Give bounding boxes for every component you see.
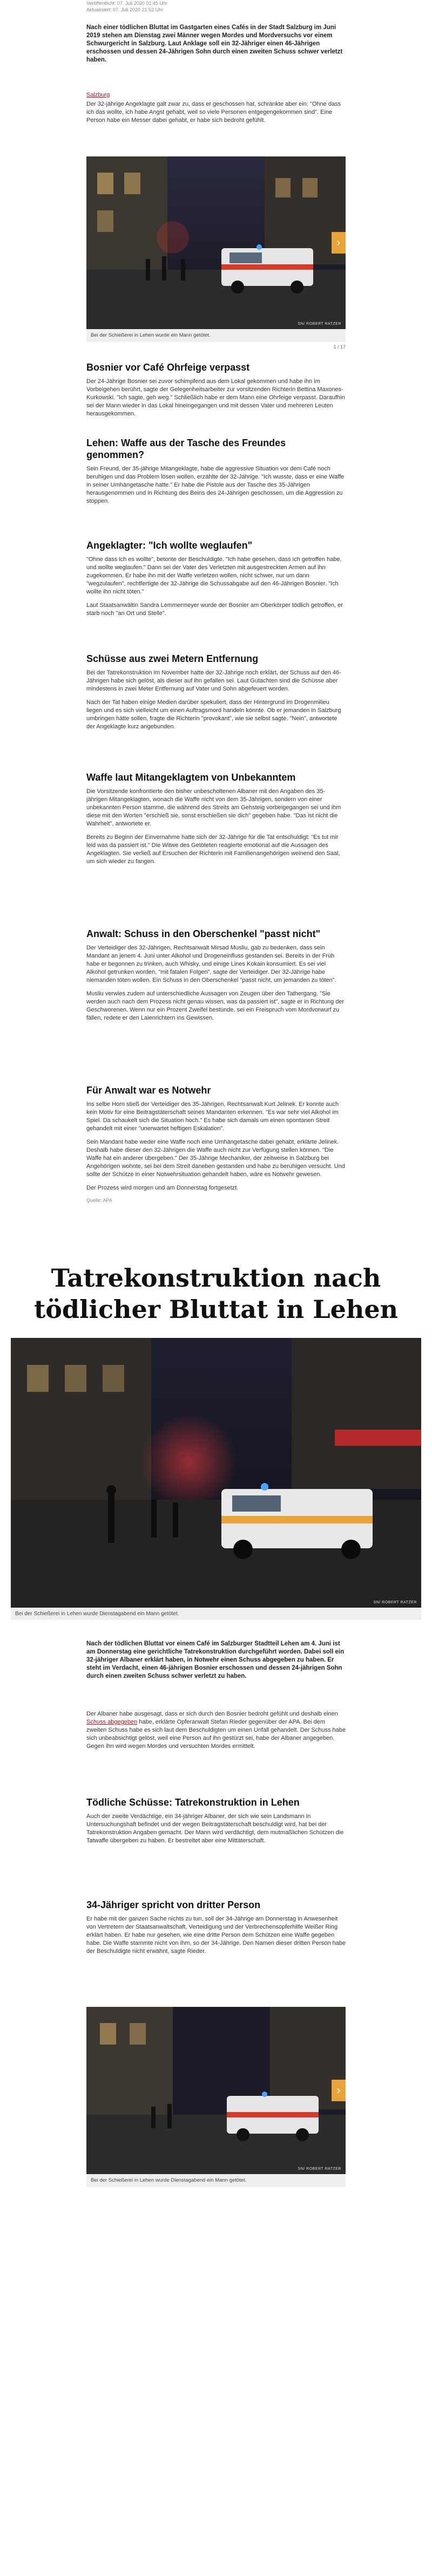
lead-paragraph: Nach der tödlichen Bluttat vor einem Café im Salzburger Stadtteil Lehen am 4. Juni ist am Donnerstag eine gerichtliche Tatrekonstruktion durchgeführt worden. Dabei soll ein 32-jähriger Albaner erklärt haben, in Notwehr einen Schuss abgegeben zu haben. Er steht im Verdacht, einen 46-jährigen Bosnier erschossen und dessen 24-jährigen Sohn durch einen zweiten Schuss schwer verletzt zu haben.: [86, 1641, 345, 1679]
section-paragraph: Sein Mandant habe weder eine Waffe noch eine Umhängetasche dabei gehabt, erklärte Jelinek. Deshalb habe dieser den 32-Jährigen die Waffe auch nicht zur Verfügung stellen können. "Die Waffe hat ein anderer übergeben." Der 35-Jährige Mechaniker, der zeitweise in Salzburg bei Angehörigen wohnte, sei bei dem Streit daneben gestanden und habe zu beruhigen versucht. Und sollte der Schütze in einer Notwehrsituation gehandelt haben, wäre es Notwehr gewesen.: [86, 1139, 345, 1178]
street-scene-illustration-2: [86, 2007, 346, 2174]
chevron-right-icon[interactable]: ›: [332, 232, 346, 254]
night-scene-illustration: [11, 1338, 421, 1608]
section-1: [86, 437, 346, 511]
section-paragraph: Nach der Tat haben einige Medien darüber spekuliert, dass der Hintergrund im Drogenmilieu liegen und es sich vielleicht um einen Auftragsmord handeln könnte. Ob er jemanden in Salzburg umbringen hätte sollen, fragte die Richterin "provokant", wie sie selbst sagte. "Nein", antwortete der Angeklagte kurz angebunden.: [86, 699, 341, 730]
section-0: [86, 361, 346, 423]
photo-caption: Bei der Schießerei in Lehen wurde Dienstagabend ein Mann getötet.: [86, 2174, 346, 2187]
section-paragraph: Ins selbe Horn stieß der Verteidiger des 35-Jährigen, Rechtsanwalt Kurt Jelinek. Er konnte auch kein Motiv für eine Beitragstäterschaft seines Mandanten erkennen. "Es war sehr viel Alkohol im Spiel. Da schaukelt sich die Situation hoch." Es habe sich damals um einen spontanen Streit gehandelt mit einer "unerwartet heftigen Eskalation".: [86, 1101, 339, 1132]
shot-link[interactable]: Schuss abgegeben: [86, 1719, 138, 1725]
wide-street-photo: [11, 1338, 421, 1608]
photo-caption: Bei der Schießerei in Lehen wurde Dienstagabend ein Mann getötet.: [11, 1608, 421, 1620]
text-before-link: Der Albaner habe ausgesagt, dass er sich durch den Bosnier bedroht gefühlt und deshalb einen: [86, 1711, 338, 1717]
updated-date: Aktualisiert: 07. Juli 2020 21:52 Uhr: [86, 7, 164, 12]
text-after-link: habe, erklärte Opferanwalt Stefan Rieder gegenüber der APA. Bei dem zweiten Schuss habe es sich laut dem Beschuldigten um einen Unfall gehandelt. Der Schuss habe sich unbeabsichtigt gelöst, weil eine Person auf ihn gestürzt sei, habe der Albaner angegeben. Gegen ihn wird wegen Mordes und versuchten Mordes ermittelt.: [86, 1719, 346, 1750]
published-date: Veröffentlicht: 07. Juli 2020 01:45 Uhr: [86, 1, 167, 6]
article2-section-0: [86, 1796, 346, 1850]
photo-credit: SN/ ROBERT RATZER: [298, 322, 341, 326]
article-lead: [86, 24, 346, 64]
section-heading: Waffe laut Mitangeklagtem von Unbekanntem: [86, 772, 296, 783]
gallery-pager: 1 / 17: [333, 344, 346, 350]
section-paragraph: Musliu verwies zudem auf unterschiedliche Aussagen von Zeugen über den Tathergang. "Sie werden auch nach dem Prozess nicht genau wissen, was da passiert ist", sagte er in Richtung der Geschworenen. Wenn nur ein Prozent Zweifel bestünde, sei ein Freispruch vom Mordvorwurf zu fällen, redete er den Laienrichtern ins Gewissen.: [86, 990, 345, 1021]
photo-credit: SN/ ROBERT RATZER: [373, 1601, 417, 1604]
intro-paragraph: Der 32-jährige Angeklagte galt zwar zu, dass er geschossen hat, schränkte aber ein: "Ohne dass ich das wollte, ich habe Angst gehabt, weil so viele Personen entgegengekommen sind". Eine Person habe ein Messer dabei gehabt, er habe sich bedroht gefühlt.: [86, 101, 341, 124]
section-heading: Schüsse aus zwei Metern Entfernung: [86, 653, 259, 664]
body-paragraph: [86, 1710, 346, 1751]
figure-3: [86, 2007, 346, 2187]
section-paragraph: "Ohne dass ich es wollte", betonte der Beschuldigte. "Ich habe gesehen, dass ich getroffen habe, und wollte weglaufen." Dann sei der Vater des Verletzten mit ausgestreckten Armen auf ihn zugekommen. Er habe ihn mit der Waffe verletzen wollen, nicht schwer, nur um dann "wegzulaufen", rechtfertigte der 32-Jährige die Schussabgabe auf den 46-Jährigen Bosnier. "Ich wollte ihn nicht töten.": [86, 556, 342, 595]
section-paragraph: Die Vorsitzende konfrontierte den bisher unbescholtenen Albaner mit den Angaben des 35-jährigen Mitangeklagten, wonach die Waffe nicht von dem 35-Jährigen, sondern von einer unbekannten Person stamme, die während des Streits am Gehsteig vorbeigegangen sei und ihm diese mit den Worten "erschieß sie, sonst erschießen sie dich" gegeben habe. "Das ist nicht die Wahrheit", antwortete er.: [86, 788, 341, 827]
section-5: [86, 928, 346, 1028]
section-heading: Tödliche Schüsse: Tatrekonstruktion in Lehen: [86, 1797, 300, 1808]
section-heading: Anwalt: Schuss in den Oberschenkel "passt nicht": [86, 928, 321, 939]
section-paragraph: Bei der Tatrekonstruktion im November hatte der 32-Jährige noch erklärt, der Schuss auf den 46-Jährigen habe sich gelöst, als dieser auf ihn gefallen sei. Laut Gutachten sind die Schüsse aber mindestens in zwei Meter Entfernung auf Vater und Sohn abgefeuert worden.: [86, 669, 341, 692]
section-heading: 34-Jähriger spricht von dritter Person: [86, 1899, 261, 1910]
section-paragraph: Er habe mit der ganzen Sache nichts zu tun, soll der 34-Jährige am Donnerstag in Anwesenheit von Vertretern der Staatsanwaltschaft, Verteidigung und der Verbrechensopferhilfe Weißer Ring erklärt haben. Er habe nur gesehen, wie eine dritte Person dem Schützen eine Waffe gegeben habe. Die Waffe stammte nicht von ihm, so der 34-Jährige. Den Namen dieser dritten Person habe der Beschuldigte nicht erwähnt, sagte Rieder.: [86, 1916, 346, 1955]
photo-credit: SN/ ROBERT RATZER: [298, 2167, 341, 2171]
section-paragraph: Laut Staatsanwältin Sandra Lemmermeyer wurde der Bosnier am Oberkörper tödlich getroffen, er starb noch "an Ort und Stelle".: [86, 602, 343, 617]
street-night-photo-2: [86, 2007, 346, 2174]
lead-paragraph: Nach einer tödlichen Bluttat im Gastgarten eines Cafés in der Stadt Salzburg im Juni 2019 stehen am Dienstag zwei Männer wegen Mordes und Mordversuchs vor einem Schwurgericht in Salzburg. Laut Anklage soll ein 32-Jähriger einen 46-Jährigen erschossen und dessen 24-Jährigen Sohn durch einen zweiten Schuss schwer verletzt haben.: [86, 24, 343, 63]
section-2: [86, 539, 346, 623]
section-heading: Bosnier vor Café Ohrfeige verpasst: [86, 362, 250, 373]
figure-1: [86, 156, 346, 350]
section-paragraph: Auch der zweite Verdächtige, ein 34-jähriger Albaner, der sich wie sein Landsmann in Untersuchungshaft befindet und der wegen Beitragstäterschaft beschuldigt wird, hat bei der Tatrekonstruktion Angaben gemacht. Der Mann wird verdächtigt, dem mutmaßlichen Schützen die Tatwaffe übergeben zu haben. Er bestreitet aber eine Mittäterschaft.: [86, 1813, 344, 1844]
section-paragraph: Der Prozess wird morgen und am Donnerstag fortgesetzt.: [86, 1185, 239, 1191]
street-scene-illustration: [86, 156, 346, 329]
section-heading: Angeklagter: "Ich wollte weglaufen": [86, 540, 253, 551]
section-3: [86, 653, 346, 736]
article2-section-1: [86, 1899, 346, 1961]
section-6: [86, 1084, 346, 1203]
article2-para1: [86, 1710, 346, 1756]
photo-caption: Bei der Schießerei in Lehen wurde ein Mann getötet.: [86, 329, 346, 342]
article-title: Tatrekonstruktion nach tödlicher Bluttat in Lehen: [33, 1263, 399, 1324]
section-paragraph: Bereits zu Beginn der Einvernahme hatte sich der 32-Jährige für die Tat entschuldigt: "Es tut mir leid was da passiert ist." Die Witwe des Getöteten reagierte emotional auf die Aussagen des Angeklagten. Sie verließ auf Ersuchen der Richterin mit Familienangehörigen weinend den Saal, um sich wieder zu fangen.: [86, 834, 340, 865]
section-paragraph: Der Verteidiger des 32-Jährigen, Rechtsanwalt Mirsad Musliu, gab zu bedenken, dass sein Mandant an jenem 4. Juni unter Alkohol und Drogeneinfluss gestanden sei. Bereits in der Früh habe er begonnen zu trinken, auch Whisky, und einige Lines Kokain konsumiert. Es sei viel Alkohol getrunken worden, "mit fatalen Folgen", sagte der Verteidiger. Der 32-Jährige habe niemanden töten wollen. Ein Schuss in den Oberschenkel "passt nicht, um jemanden zu töten".: [86, 945, 336, 983]
chevron-right-icon[interactable]: ›: [332, 2080, 346, 2101]
section-4: [86, 771, 346, 871]
article-intro: [86, 92, 346, 130]
article-source: Quelle: APA: [86, 1198, 112, 1203]
section-heading: Für Anwalt war es Notwehr: [86, 1085, 211, 1096]
section-heading: Lehen: Waffe aus der Tasche des Freundes genommen?: [86, 438, 286, 460]
location-link[interactable]: Salzburg: [86, 92, 110, 98]
section-paragraph: Sein Freund, der 35-jährige Mitangeklagte, habe die aggressive Situation vor dem Café noch beruhigen und das Problem lösen wollen, erzählte der 32-Jährige. "Ich wusste, dass er eine Waffe in seiner Umhängetasche hatte." Er habe die Pistole aus der Tasche des 35-Jährigen herausgenommen und in Richtung des Beins des 24-Jährigen geschossen, um die Aggression zu stoppen.: [86, 466, 345, 504]
article-meta: [86, 0, 346, 13]
section-paragraph: Der 24-Jährige Bosnier sei zuvor schimpfend aus dem Lokal gekommen und habe ihn im Vorbeigehen berührt, sagte der Gelegenheitsarbeiter zur vorsitzenden Richterin Bettina Maxones-Kurkowski. "Ich sagte, geh weg." Schließlich habe er dem Mann eine Ohrfeige verpasst. Daraufhin sei der Mann wieder in das Lokal hineingegangen und mit dessen Vater und mehreren Leuten herausgekommen.: [86, 378, 345, 417]
article2-lead: [86, 1640, 346, 1680]
street-night-photo: [86, 156, 346, 329]
